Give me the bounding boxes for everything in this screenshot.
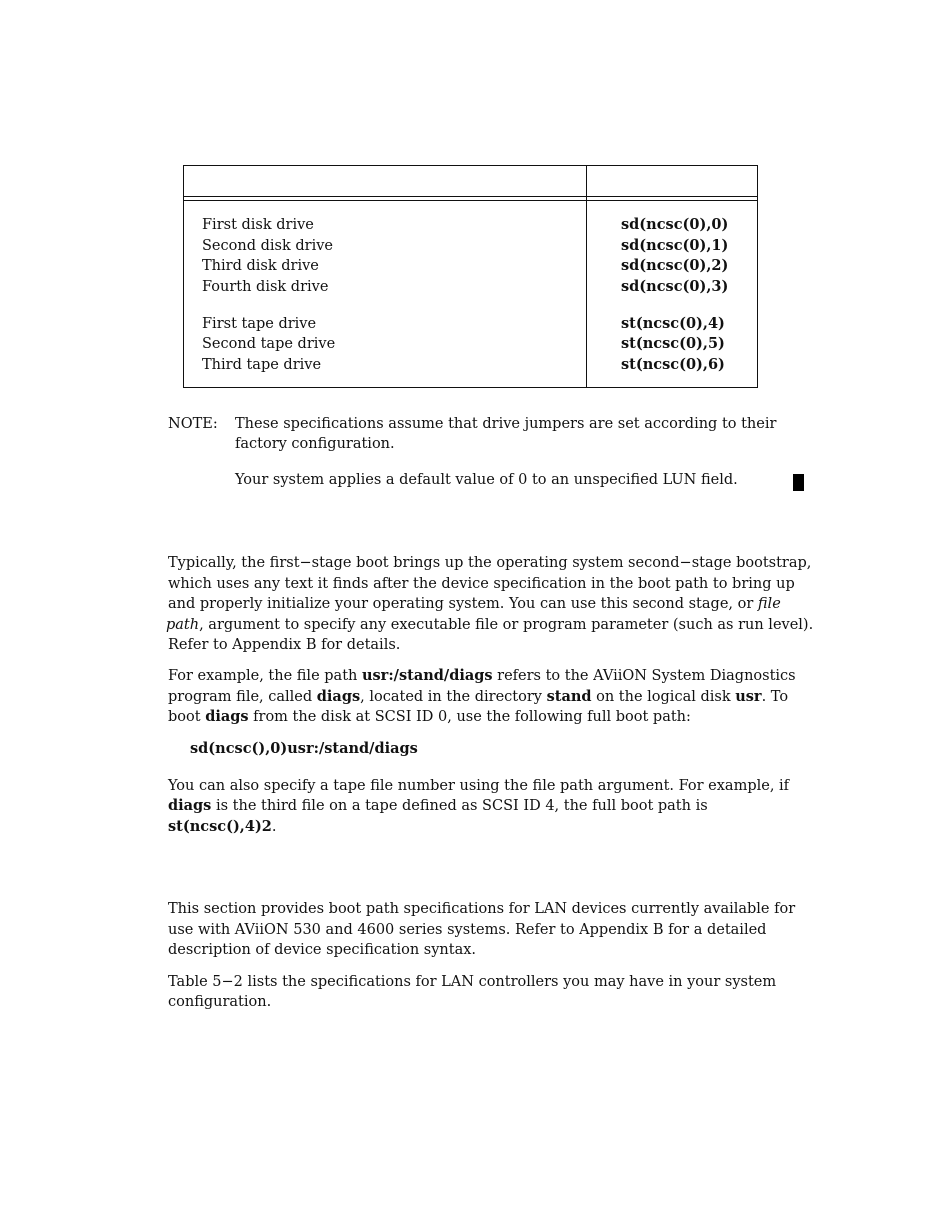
paragraph-line: Refer to Appendix B for details. [168, 637, 401, 653]
table-row-device: Second disk drive [202, 237, 333, 254]
table-header-rule [183, 196, 758, 197]
table-row-device: Third tape drive [202, 356, 322, 373]
table-header-rule-double [183, 200, 758, 201]
table-row-device: First disk drive [202, 217, 314, 233]
paragraph-line: configuration. [168, 994, 272, 1010]
table-row-device: Fourth disk drive [202, 278, 329, 295]
table-row-device: First tape drive [202, 315, 317, 332]
example-boot-path: sd(ncsc(),0)usr:/stand/diags [190, 740, 418, 757]
table-column-divider [586, 165, 587, 388]
note-line: Your system applies a default value of 0 to an unspecified LUN field. [235, 471, 738, 488]
change-bar [793, 474, 804, 491]
table-row-device: Third disk drive [202, 258, 319, 274]
table-row-device: Second tape drive [202, 336, 336, 352]
paragraph-line: You can also specify a tape file number using the file path argument. For example, if [168, 777, 790, 794]
table-row-spec: st(ncsc(0),4) [621, 314, 725, 332]
paragraph-line: Table 5−2 lists the specifications for LAN controllers you may have in your system [168, 973, 777, 990]
paragraph-line: use with AViiON 530 and 4600 series systems. Refer to Appendix B for a detailed [168, 921, 767, 938]
table-row-spec: st(ncsc(0),6) [621, 355, 725, 373]
paragraph-line: description of device specification syntax. [168, 942, 476, 958]
paragraph-line: This section provides boot path specifications for LAN devices currently available for [168, 901, 796, 917]
table-row-spec: sd(ncsc(0),3) [621, 277, 729, 295]
paragraph-line: boot diags from the disk at SCSI ID 0, use the following full boot path: [168, 708, 691, 725]
paragraph-line: diags is the third file on a tape defined as SCSI ID 4, the full boot path is [168, 797, 708, 814]
table-row-spec: sd(ncsc(0),1) [621, 236, 729, 254]
paragraph-line: path, argument to specify any executable file or program parameter (such as run level). [166, 616, 814, 633]
paragraph-line: which uses any text it finds after the device specification in the boot path to bring up [168, 575, 795, 592]
table-row-spec: sd(ncsc(0),0) [621, 216, 729, 233]
table-row-spec: sd(ncsc(0),2) [621, 257, 729, 274]
paragraph-line: Typically, the first−stage boot brings up the operating system second−stage bootstrap, [168, 555, 812, 571]
paragraph-line: For example, the file path usr:/stand/diags refers to the AViiON System Diagnostics [168, 667, 796, 684]
paragraph-line: program file, called diags, located in the directory stand on the logical disk usr. To [168, 687, 789, 705]
note-line: These specifications assume that drive jumpers are set according to their [235, 415, 777, 432]
paragraph-line: st(ncsc(),4)2. [168, 817, 277, 835]
note-line: factory configuration. [235, 436, 395, 452]
table-row-spec: st(ncsc(0),5) [621, 335, 725, 352]
note-label: NOTE: [168, 415, 218, 432]
paragraph-line: and properly initialize your operating system. You can use this second stage, or file [168, 596, 781, 612]
